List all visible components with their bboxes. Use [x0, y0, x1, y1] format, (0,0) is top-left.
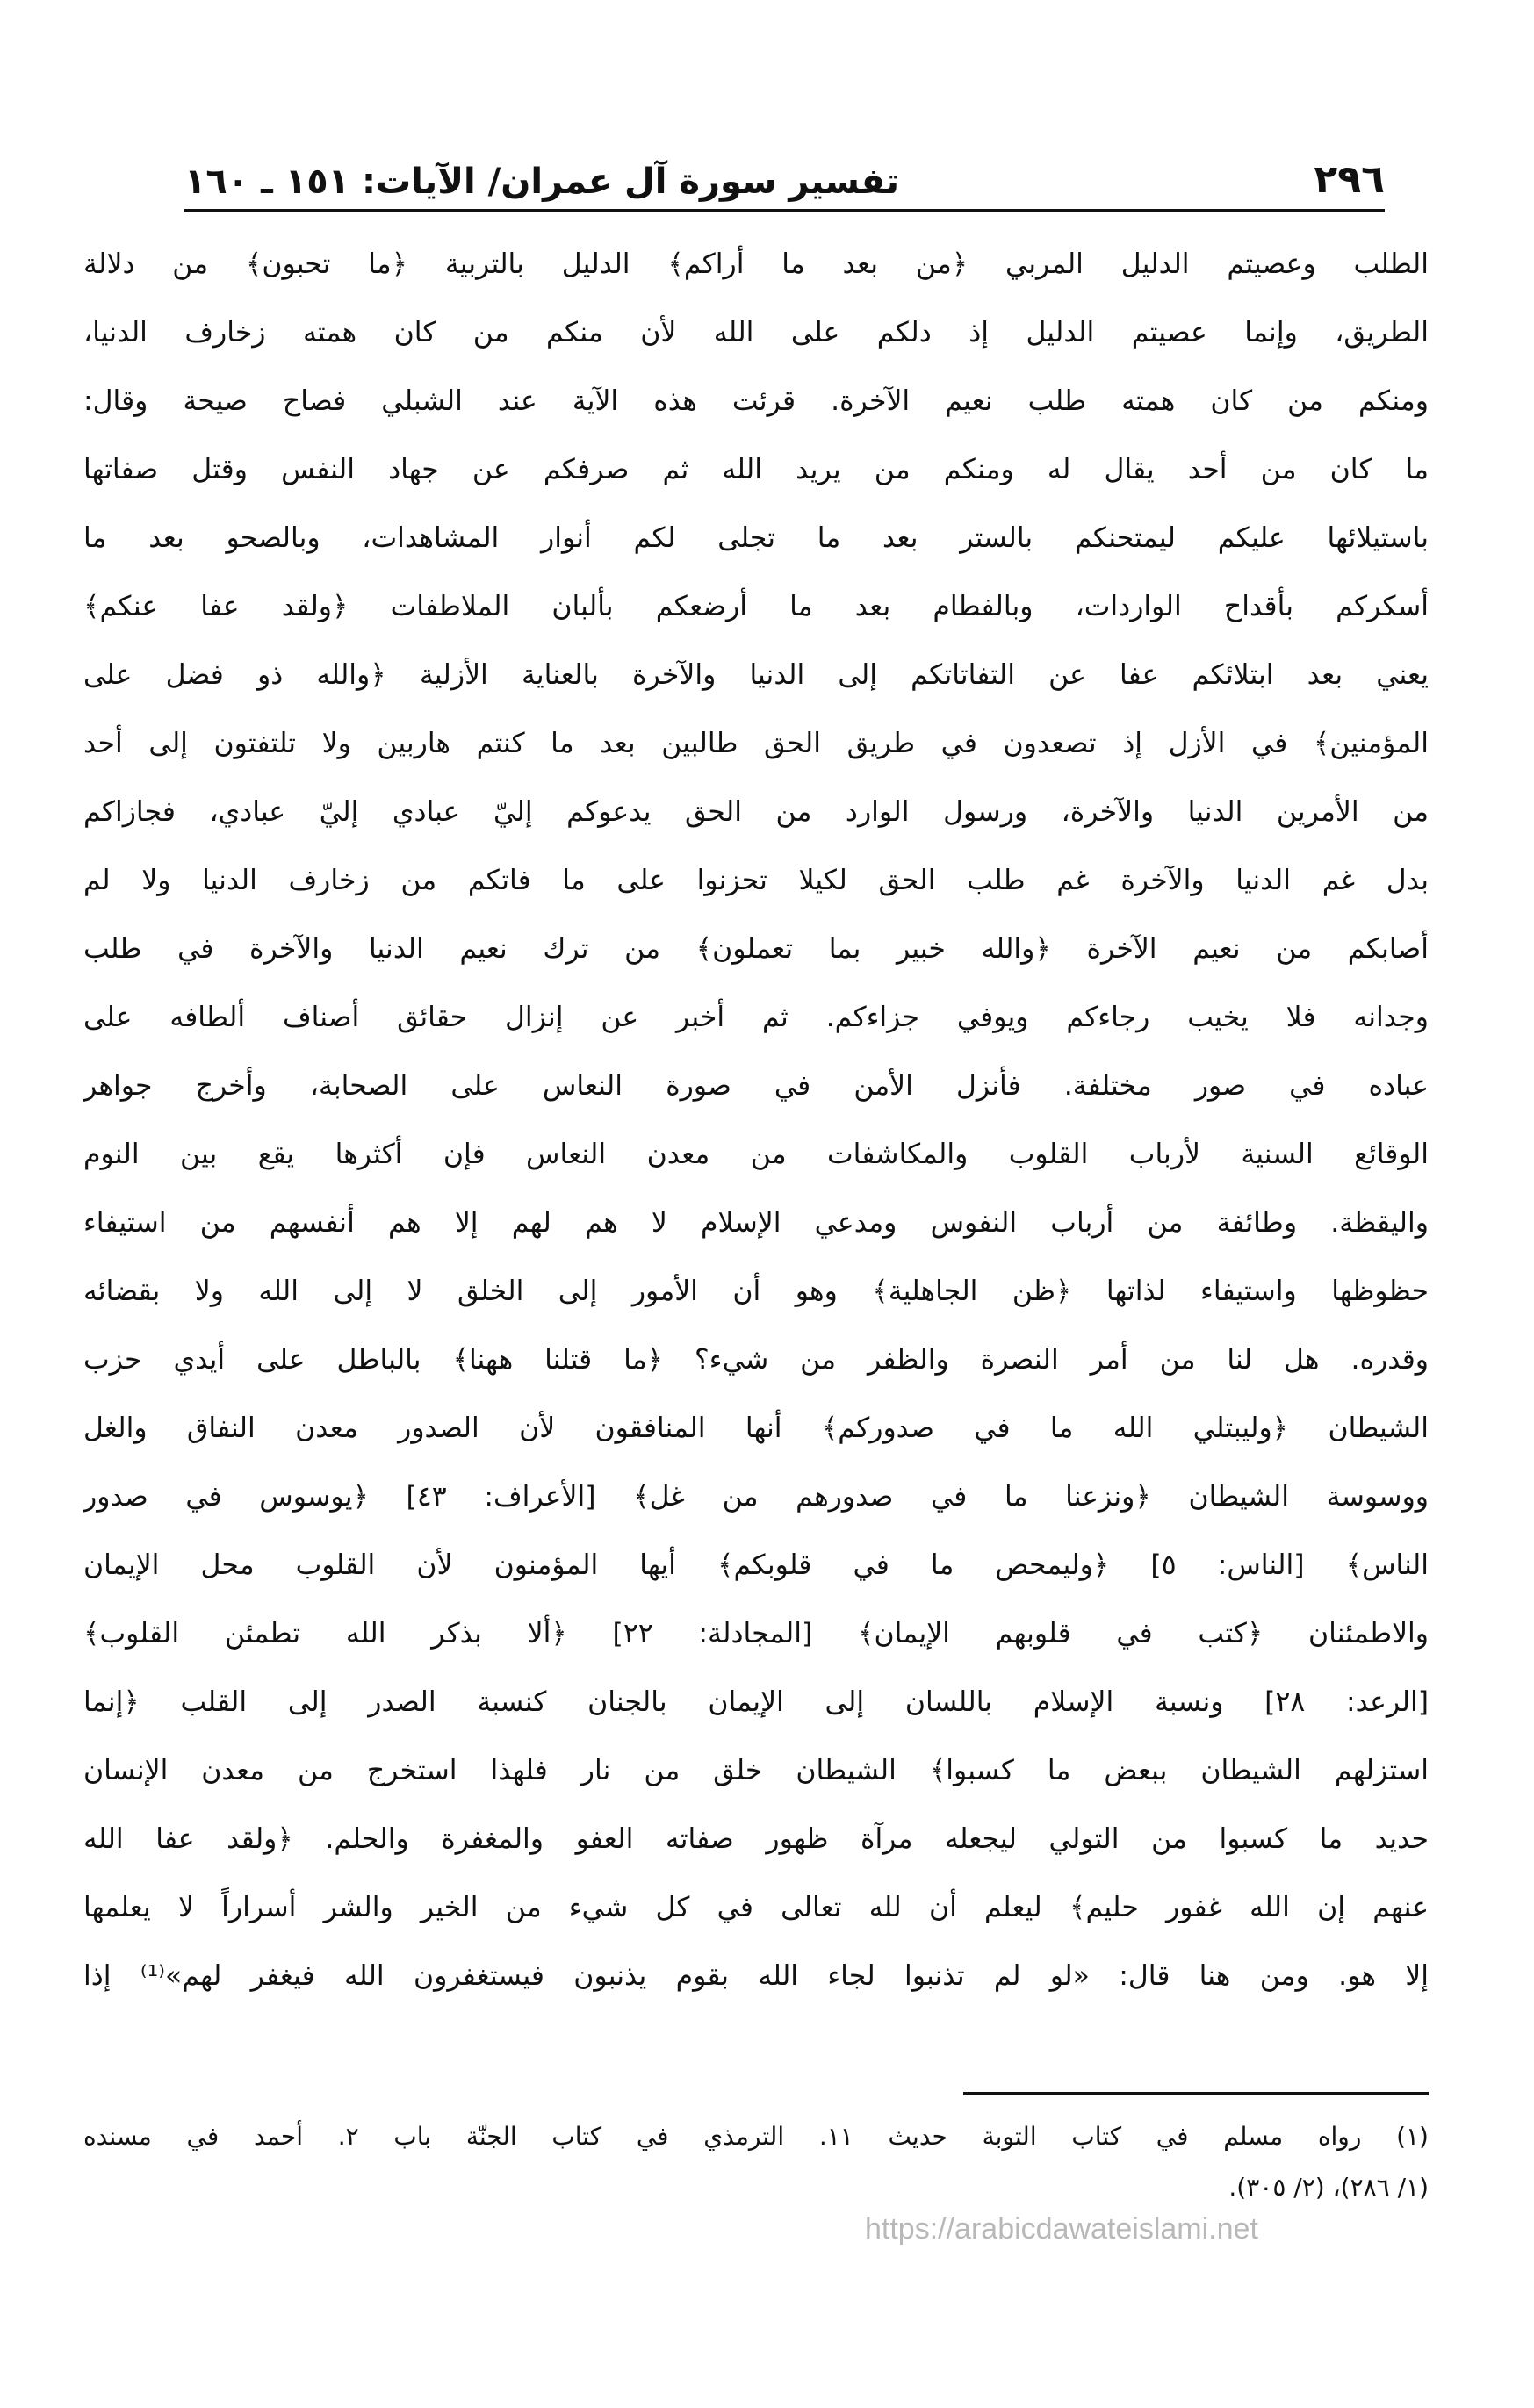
text-line: من الأمرين الدنيا والآخرة، ورسول الوارد من الحق يدعوكم إليّ عبادي إليّ عبادي، فجازاكم	[83, 796, 1429, 828]
text-line: المؤمنين﴾ في الأزل إذ تصعدون في طريق الحق طالبين بعد ما كنتم هاربين ولا تلتفتون إلى أحد	[83, 728, 1429, 759]
footnote-line: (١) رواه مسلم في كتاب التوبة حديث ١١. الترمذي في كتاب الجنّة باب ٢. أحمد في مسنده	[83, 2122, 1429, 2151]
main-text	[83, 230, 1429, 2030]
text-line: عباده في صور مختلفة. فأنزل الأمن في صورة النعاس على الصحابة، وأخرج جواهر	[83, 1070, 1429, 1102]
website-watermark: https://arabicdawateislami.net	[865, 2212, 1258, 2246]
text-line: [الرعد: ٢٨] ونسبة الإسلام باللسان إلى الإيمان بالجنان كنسبة الصدر إلى القلب ﴿إنما	[83, 1686, 1429, 1718]
text-line: أسكركم بأقداح الواردات، وبالفطام بعد ما أرضعكم بألبان الملاطفات ﴿ولقد عفا عنكم﴾	[83, 591, 1429, 622]
running-header	[184, 132, 1385, 212]
text-line: بدل غم الدنيا والآخرة غم طلب الحق لكيلا تحزنوا على ما فاتكم من زخارف الدنيا ولا لم	[83, 865, 1429, 896]
text-line: إلا هو. ومن هنا قال: «لو لم تذنبوا لجاء الله بقوم يذنبون فيستغفرون الله فيغفر لهم»⁽¹⁾ إذا	[83, 1960, 1429, 1992]
text-line: الطلب وعصيتم الدليل المربي ﴿من بعد ما أراكم﴾ الدليل بالتربية ﴿ما تحبون﴾ من دلالة	[83, 248, 1429, 280]
text-line: الشيطان ﴿وليبتلي الله ما في صدوركم﴾ أنها المنافقون لأن الصدور معدن النفاق والغل	[83, 1412, 1429, 1444]
text-line: باستيلائها عليكم ليمتحنكم بالستر بعد ما تجلى لكم أنوار المشاهدات، وبالصحو بعد ما	[83, 522, 1429, 554]
text-line: واليقظة. وطائفة من أرباب النفوس ومدعي الإسلام لا هم لهم إلا هم أنفسهم من استيفاء	[83, 1207, 1429, 1239]
text-line: استزلهم الشيطان ببعض ما كسبوا﴾ الشيطان خلق من نار فلهذا استخرج من معدن الإنسان	[83, 1755, 1429, 1786]
text-line: ما كان من أحد يقال له ومنكم من يريد الله ثم صرفكم عن جهاد النفس وقتل صفاتها	[83, 454, 1429, 485]
footnote-line: (١/ ٢٨٦)، (٢/ ٣٠٥).	[1228, 2173, 1429, 2202]
text-line: أصابكم من نعيم الآخرة ﴿والله خبير بما تعملون﴾ من ترك نعيم الدنيا والآخرة في طلب	[83, 933, 1429, 965]
running-title: تفسير سورة آل عمران/ الآيات: ١٥١ ـ ١٦٠	[184, 162, 900, 202]
text-line: حديد ما كسبوا من التولي ليجعله مرآة ظهور صفاته العفو والمغفرة والحلم. ﴿ولقد عفا الله	[83, 1823, 1429, 1855]
text-line: وقدره. هل لنا من أمر النصرة والظفر من شيء؟ ﴿ما قتلنا ههنا﴾ بالباطل على أيدي حزب	[83, 1344, 1429, 1376]
page-number: ٢٩٦	[1314, 157, 1385, 202]
text-line: ومنكم من كان همته طلب نعيم الآخرة. قرئت هذه الآية عند الشبلي فصاح صيحة وقال:	[83, 385, 1429, 417]
text-line: عنهم إن الله غفور حليم﴾ ليعلم أن لله تعالى في كل شيء من الخير والشر أسراراً لا يعلمها	[83, 1892, 1429, 1923]
text-line: حظوظها واستيفاء لذاتها ﴿ظن الجاهلية﴾ وهو أن الأمور إلى الخلق لا إلى الله ولا بقضائه	[83, 1276, 1429, 1307]
text-line: يعني بعد ابتلائكم عفا عن التفاتاتكم إلى الدنيا والآخرة بالعناية الأزلية ﴿والله ذو فضل على	[83, 659, 1429, 691]
text-line: وجدانه فلا يخيب رجاءكم ويوفي جزاءكم. ثم أخبر عن إنزال حقائق أصناف ألطافه على	[83, 1002, 1429, 1033]
text-line: الناس﴾ [الناس: ٥] ﴿وليمحص ما في قلوبكم﴾ أيها المؤمنون لأن القلوب محل الإيمان	[83, 1549, 1429, 1581]
footnote-divider	[963, 2092, 1429, 2095]
text-line: والاطمئنان ﴿كتب في قلوبهم الإيمان﴾ [المجادلة: ٢٢] ﴿ألا بذكر الله تطمئن القلوب﴾	[83, 1618, 1429, 1650]
text-line: الطريق، وإنما عصيتم الدليل إذ دلكم على الله لأن منكم من كان همته زخارف الدنيا،	[83, 317, 1429, 349]
text-line: ووسوسة الشيطان ﴿ونزعنا ما في صدورهم من غل﴾ [الأعراف: ٤٣] ﴿يوسوس في صدور	[83, 1481, 1429, 1513]
text-line: الوقائع السنية لأرباب القلوب والمكاشفات من معدن النعاس فإن أكثرها يقع بين النوم	[83, 1139, 1429, 1170]
footnotes	[83, 2111, 1429, 2213]
